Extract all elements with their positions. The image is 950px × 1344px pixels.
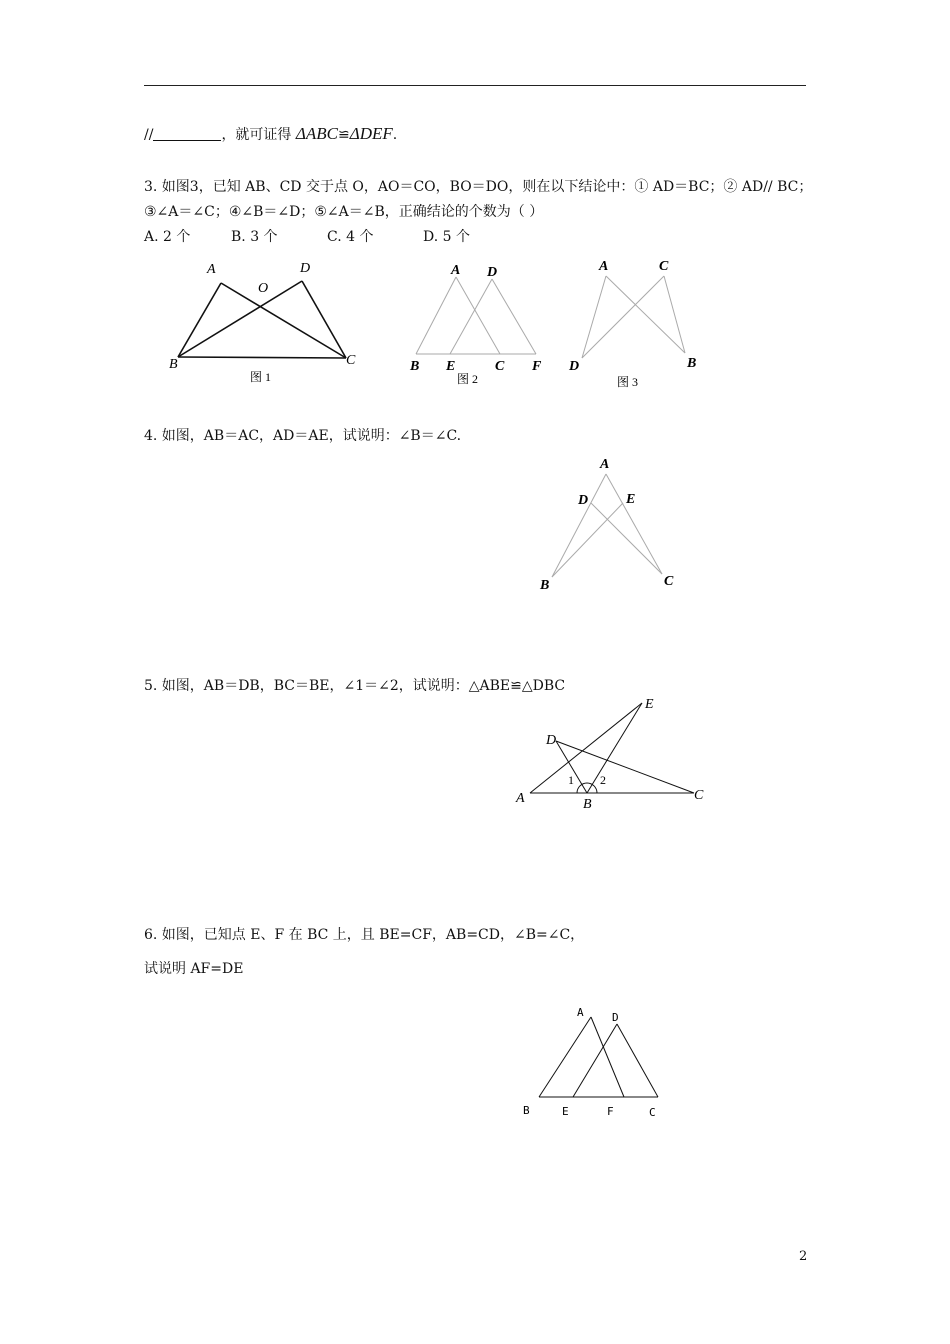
q6-label-a: A [577, 1006, 584, 1019]
triangle-def: ΔDEF [349, 124, 393, 143]
parallel-mark: // [144, 127, 154, 143]
q3-option-a: A. 2 个 [144, 229, 191, 245]
fig1-label-b: B [169, 357, 178, 372]
q3-line1: 3. 如图3，已知 AB、CD 交于点 O，AO＝CO，BO＝DO，则在以下结论中：① AD＝BC；② AD// BC； [144, 179, 813, 195]
q6-line-dc [617, 1024, 658, 1097]
q6-line2: 试说明 AF=DE [144, 961, 244, 977]
fig1-caption: 图 1 [250, 370, 272, 384]
q4-label-b: B [540, 578, 550, 593]
end-dot: . [392, 127, 398, 143]
q3-line2: ③∠A＝∠C；④∠B＝∠D；⑤∠A＝∠B，正确结论的个数为（ ） [144, 204, 544, 220]
q3-option-d: D. 5 个 [423, 229, 470, 245]
fig1-label-a: A [207, 262, 216, 277]
fig3-label-c: C [659, 259, 669, 274]
triangle-abc: ΔABC [295, 124, 338, 143]
q4-label-d: D [578, 493, 589, 508]
page-number: 2 [799, 1249, 808, 1264]
q5-label-c: C [694, 788, 704, 803]
fig2-label-f: F [532, 359, 542, 374]
q6-line1: 6. 如图，已知点 E、F 在 BC 上，且 BE=CF，AB=CD，∠B=∠C， [144, 927, 585, 943]
fig1-label-c: C [346, 353, 356, 368]
fig2-label-a: A [451, 263, 461, 278]
q6-label-e: E [562, 1105, 569, 1118]
q5-label-b: B [583, 797, 592, 812]
q3-option-b: B. 3 个 [231, 229, 278, 245]
fig1-label-o: O [258, 281, 269, 296]
fig2-label-d: D [487, 265, 498, 280]
fig2-label-c: C [495, 359, 505, 374]
q5-label-d: D [546, 733, 557, 748]
q6-label-c: C [649, 1106, 656, 1119]
q4-text: 4. 如图，AB＝AC，AD＝AE，试说明：∠B＝∠C. [144, 428, 462, 444]
fig3-label-a: A [599, 259, 609, 274]
q6-label-f: F [607, 1105, 614, 1118]
q6-label-b: B [523, 1104, 530, 1117]
q5-text: 5. 如图，AB＝DB，BC＝BE，∠1＝∠2，试说明：△ABE≌△DBC [144, 678, 566, 694]
q4-label-c: C [664, 574, 674, 589]
q5-label-a: A [516, 791, 525, 806]
q5-label-1: 1 [568, 773, 574, 787]
q6-line-ab [539, 1017, 591, 1097]
q6-line-af [591, 1017, 624, 1097]
q6-label-d: D [612, 1011, 619, 1024]
fig3-label-d: D [569, 359, 580, 374]
q4-label-e: E [626, 492, 636, 507]
q5-label-2: 2 [600, 773, 606, 787]
continuation-suffix: ，就可证得 [221, 127, 292, 143]
fig2-caption: 图 2 [457, 372, 479, 386]
q4-label-a: A [600, 457, 610, 472]
q3-option-c: C. 4 个 [327, 229, 374, 245]
fig2-label-e: E [446, 359, 456, 374]
fig1-label-d: D [300, 261, 311, 276]
fig2-label-b: B [410, 359, 420, 374]
fig3-caption: 图 3 [617, 375, 639, 389]
fig3-label-b: B [687, 356, 697, 371]
q5-label-e: E [645, 697, 654, 712]
congruent-symbol: ≌ [337, 127, 350, 143]
